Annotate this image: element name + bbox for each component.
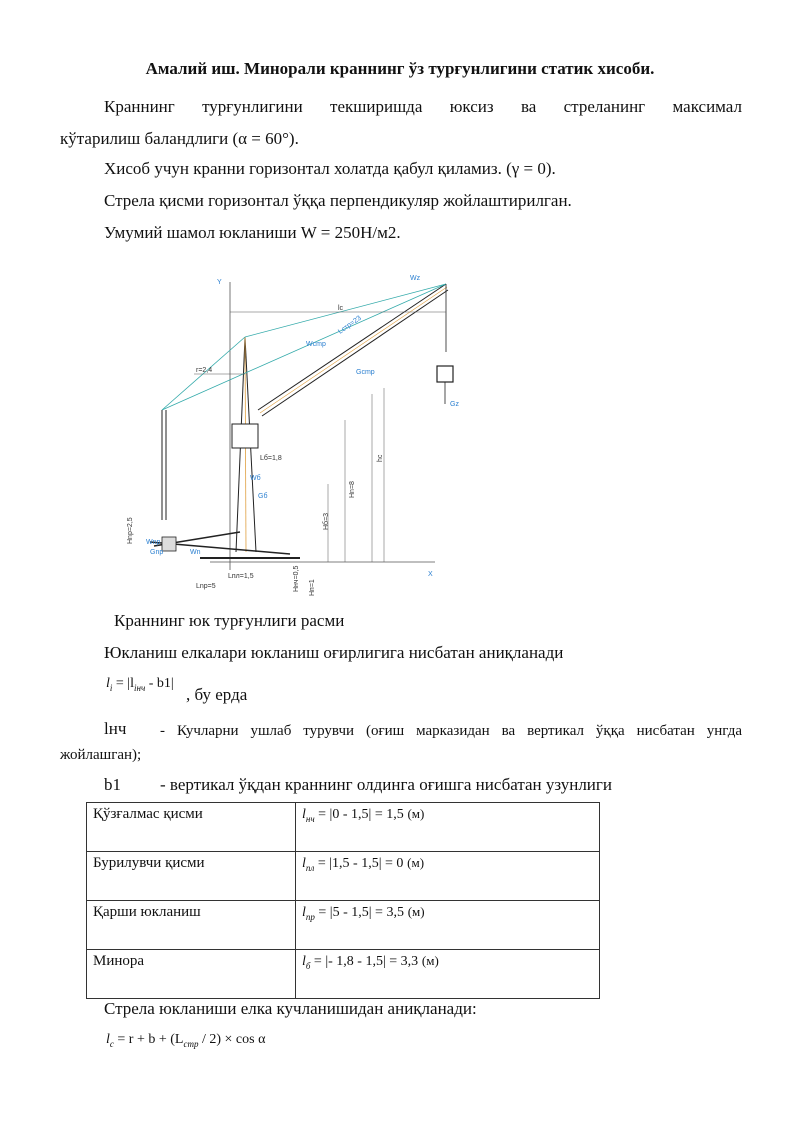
table-cell-name: Қарши юкланиш	[87, 901, 296, 950]
formula-boom-arm: $l_c = r + b + (L_{стр} / 2) \times \cos \alpha$	[106, 1032, 266, 1049]
definition-1-term: lнч	[104, 719, 127, 738]
formula-suffix: , бу ерда	[186, 685, 248, 704]
diagram-label-gnp: Gnp	[150, 549, 164, 556]
diagram-label-y: Y	[217, 279, 222, 286]
diagram-label-gcmp: Gcmp	[356, 369, 375, 376]
diagram-label-wcmp: Wcmp	[306, 341, 326, 348]
definition-2-text: - вертикал ўқдан краннинг олдинга оғишга нисбатан узунлиги	[160, 775, 612, 794]
diagram-label-wz: Wz	[410, 275, 421, 282]
diagram-label-r: r=2,4	[196, 367, 213, 374]
table-row	[87, 901, 600, 950]
formula-leverage: $l_i = |l_{iнч} - b1|$	[106, 676, 174, 693]
diagram-label-lstr: Lстр=23	[337, 314, 363, 336]
diagram-label-hnp: Hnp=2,5	[127, 517, 134, 544]
diagram-label-gz: Gz	[450, 401, 459, 408]
crane-stability-diagram	[110, 262, 470, 600]
diagram-label-gb: Gб	[258, 493, 268, 500]
diagram-label-wb: Wб	[250, 475, 261, 482]
paragraph-6: Стрела юкланиши елка кучланишидан аниқланади:	[104, 999, 477, 1018]
table-row	[87, 852, 600, 901]
table-cell-formula: $l_{пр} = |5 - 1,5| = 3,5$ (м)	[296, 901, 600, 950]
diagram-label-lnp: Lnp=5	[196, 583, 216, 590]
leverage-table	[86, 802, 600, 999]
figure-caption: Краннинг юк турғунлиги расми	[114, 611, 345, 630]
paragraph-4: Умумий шамол юкланиши W = 250Н/м2.	[104, 223, 401, 242]
table-cell-formula: $l_б$ = |- 1,8 - 1,5| = 3,3 (м)	[296, 950, 600, 999]
diagram-label-hc: hc	[377, 454, 384, 462]
diagram-label-x: X	[428, 571, 433, 578]
table-cell-formula: $l_{нч} = |0 - 1,5| = 1,5$ (м)	[296, 803, 600, 852]
definition-1-text-line-1: - Кучларни ушлаб турувчи (оғиш марказидан ва вертикал ўққа нисбатан унгда	[160, 723, 742, 739]
table-cell-name: Минора	[87, 950, 296, 999]
diagram-label-hn: Hn=8	[349, 481, 356, 498]
diagram-label-hn1: Hп=1	[309, 579, 316, 596]
diagram-label-lb: Lб=1,8	[260, 455, 282, 462]
diagram-label-hnch: Hнч=0,5	[293, 565, 300, 592]
paragraph-1-line-1: Краннинг турғунлигини текширишда юксиз ва стреланинг максимал	[104, 97, 742, 116]
diagram-label-hb: Hб=3	[323, 512, 330, 530]
table-row	[87, 803, 600, 852]
table-row	[87, 950, 600, 999]
paragraph-3: Стрела қисми горизонтал ўққа перпендикуляр жойлаштирилган.	[104, 191, 572, 210]
page-title: Амалий иш. Минорали краннинг ўз турғунлигини статик хисоби.	[145, 59, 655, 78]
table-cell-formula: $l_{пл} = |1,5 - 1,5| = 0$ (м)	[296, 852, 600, 901]
paragraph-5: Юкланиш елкалари юкланиш оғирлигига нисбатан аниқланади	[104, 643, 564, 662]
diagram-label-wn: Wn	[190, 549, 201, 556]
diagram-label-lnl: Lпл=1,5	[228, 573, 254, 580]
paragraph-1-line-2: кўтарилиш баландлиги (α = 60°).	[60, 129, 299, 148]
definition-1-text-line-2: жойлашган);	[60, 747, 142, 763]
paragraph-2: Хисоб учун кранни горизонтал холатда қабул қиламиз. (γ = 0).	[104, 159, 556, 178]
diagram-label-lc: lc	[338, 305, 344, 312]
table-cell-name: Қўзғалмас қисми	[87, 803, 296, 852]
diagram-label-wnp: Wnp	[146, 539, 161, 546]
definition-2-term: b1	[104, 775, 121, 794]
table-cell-name: Бурилувчи қисми	[87, 852, 296, 901]
